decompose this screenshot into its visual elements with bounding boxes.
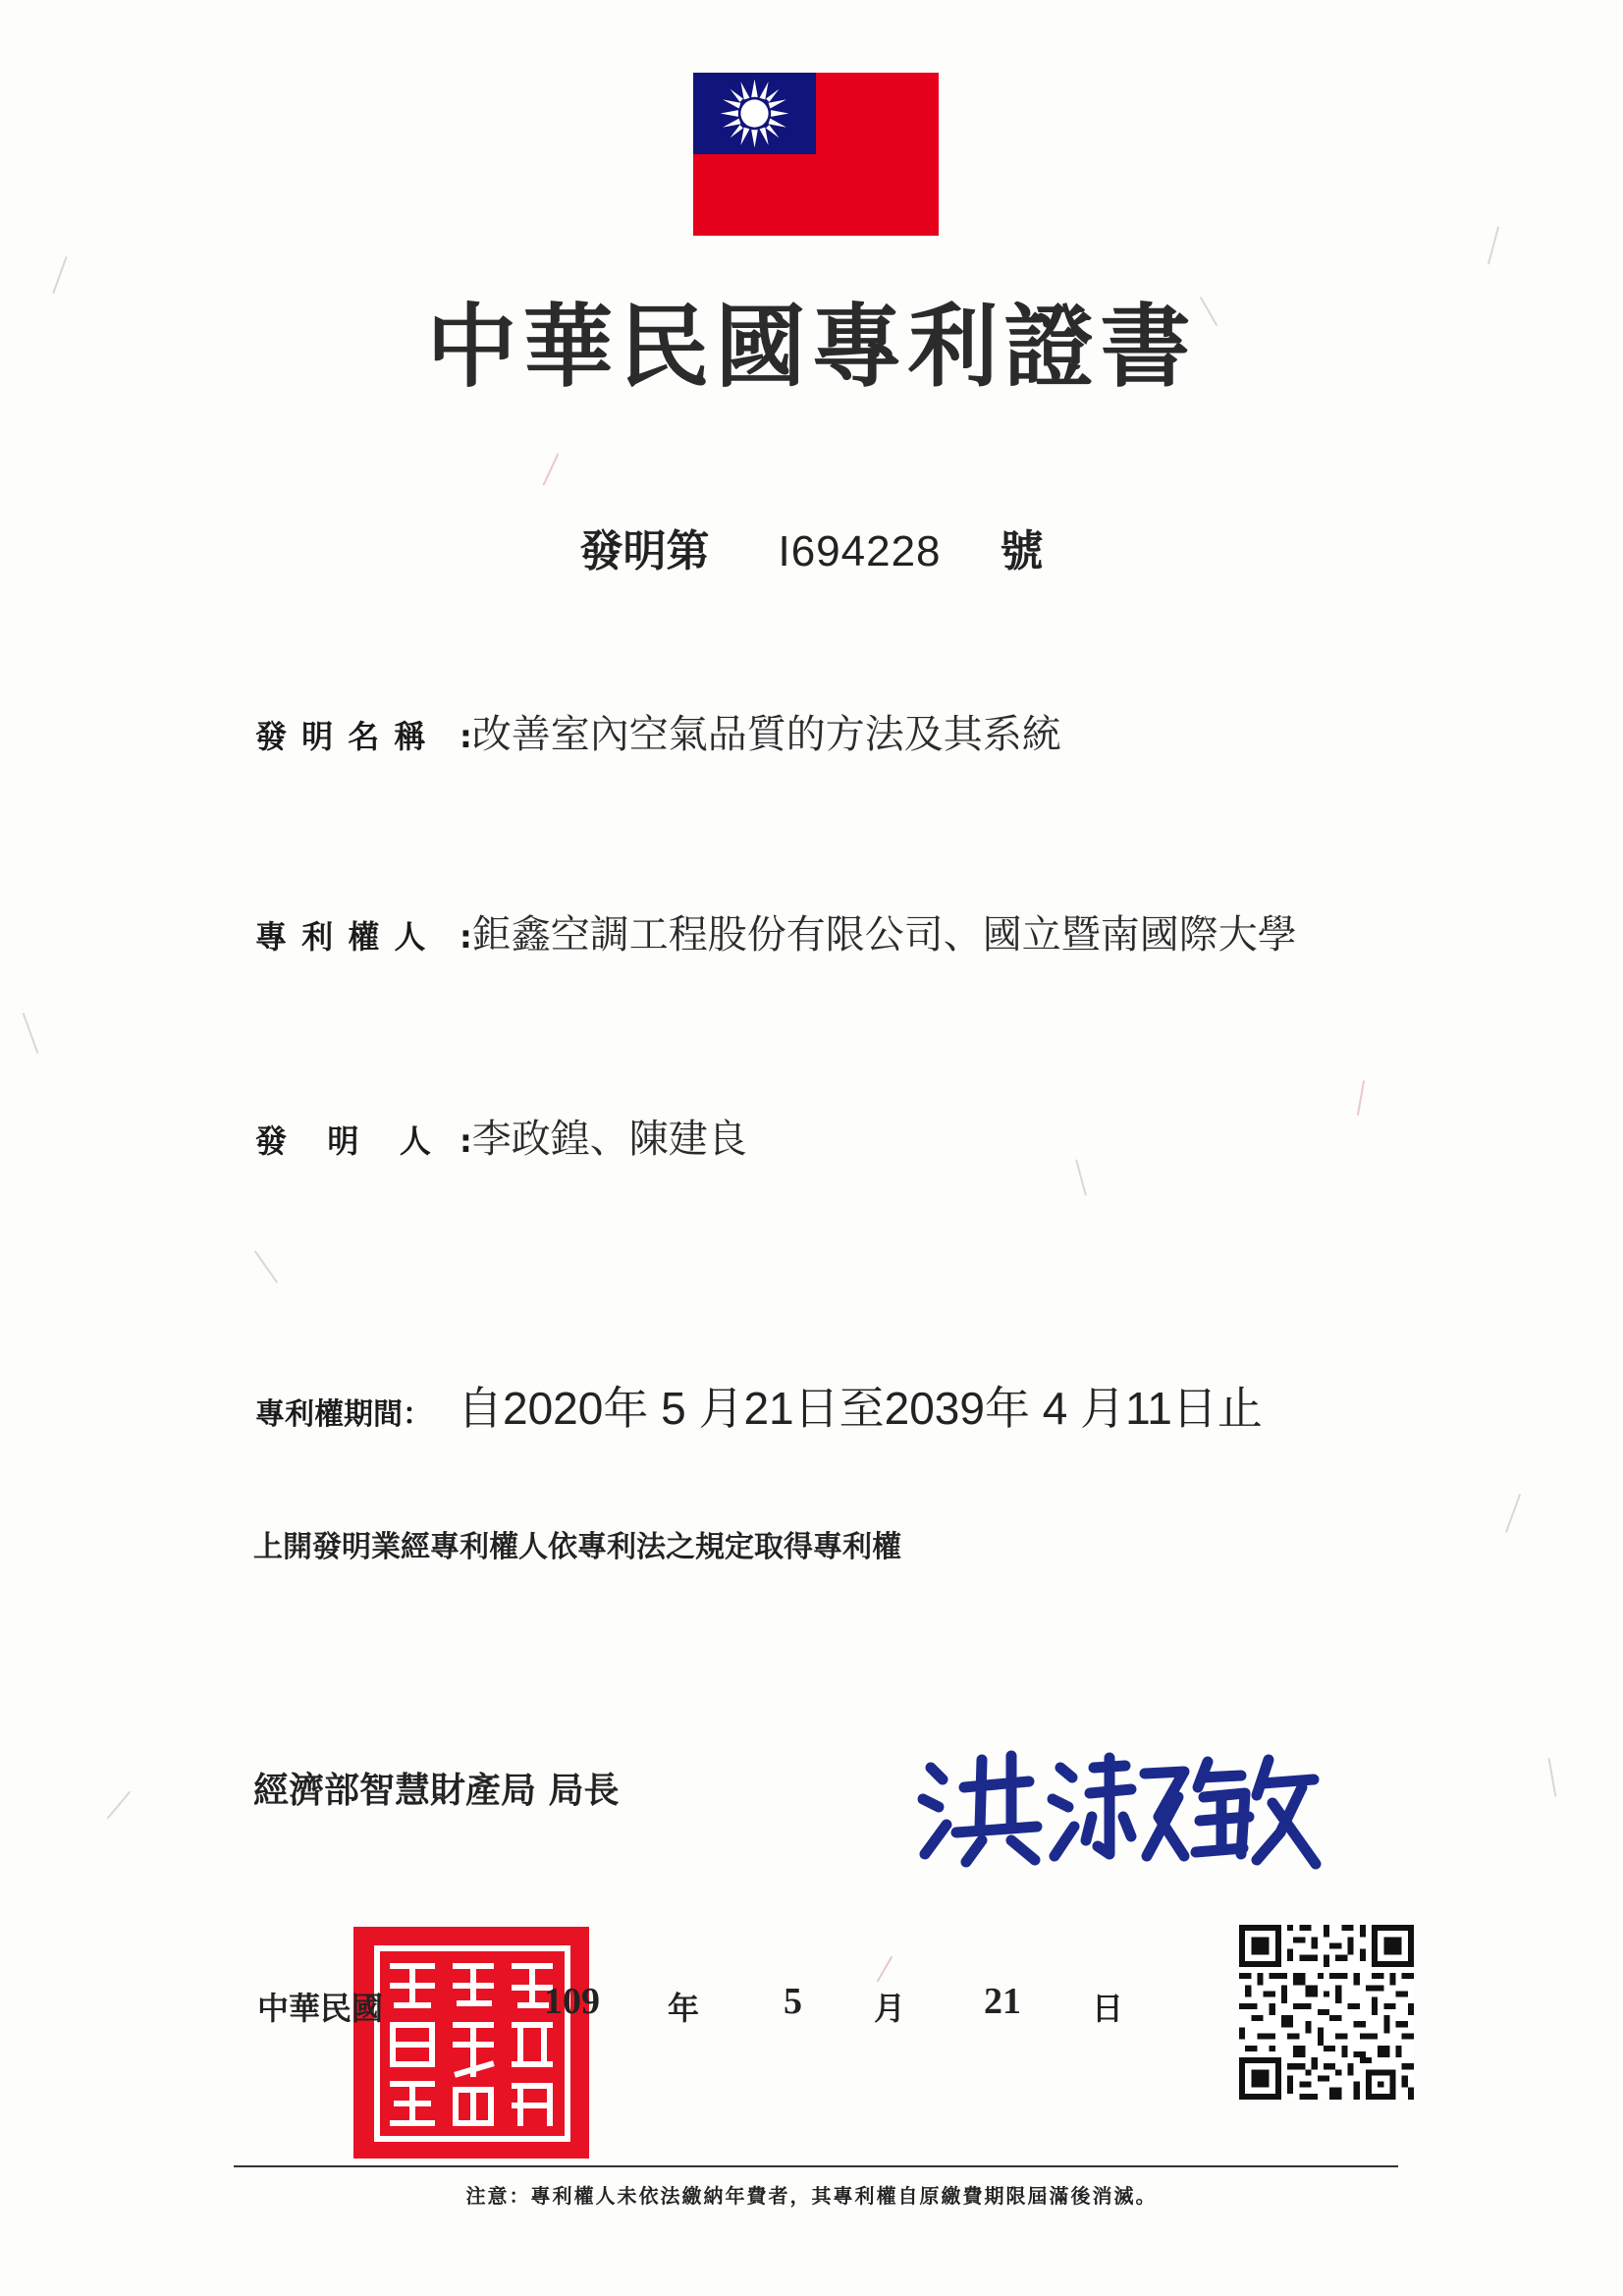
term-label: 專利權期間：: [255, 1397, 432, 1432]
date-year: 109: [544, 1981, 600, 2022]
flag-canton: [693, 73, 816, 154]
field-colon: :: [460, 918, 472, 956]
field-label: 發 明 名 稱: [255, 718, 428, 755]
grant-statement: 上開發明業經專利權人依專利法之規定取得專利權: [253, 1530, 901, 1564]
inventor-field: [255, 1108, 747, 1164]
date-month: 5: [784, 1981, 802, 2022]
invention-title-field: [255, 703, 1061, 759]
field-label: 發 明 人: [255, 1122, 433, 1160]
paper-fiber: [1357, 1080, 1365, 1116]
official-seal: [353, 1927, 589, 2159]
director-signature: [913, 1738, 1325, 1876]
date-day-unit: 日: [1092, 1990, 1124, 2027]
national-flag-icon: [693, 73, 939, 236]
paper-fiber: [254, 1250, 279, 1284]
paper-fiber: [1505, 1494, 1521, 1533]
paper-fiber: [1075, 1159, 1087, 1195]
patent-number-prefix: 發明第: [579, 526, 710, 576]
term-value: 自2020年 5 月21日至2039年 4 月11日止: [458, 1383, 1263, 1434]
field-value: 李政鍠、陳建良: [471, 1117, 747, 1162]
seal-glyphs: [353, 1927, 589, 2159]
field-colon: :: [460, 1122, 472, 1160]
field-colon: :: [460, 718, 472, 755]
patent-term: [255, 1373, 1263, 1438]
field-label: 專 利 權 人: [255, 918, 428, 956]
footer-notice: 注意：專利權人未依法繳納年費者，其專利權自原繳費期限屆滿後消滅。: [465, 2184, 1158, 2208]
qr-code-icon: [1239, 1925, 1414, 2100]
patentee-field: [255, 903, 1297, 959]
date-month-unit: 月: [874, 1990, 906, 2027]
field-value: 鉅鑫空調工程股份有限公司、國立暨南國際大學: [471, 912, 1297, 957]
patent-number-line: [0, 516, 1623, 578]
director-title: 經濟部智慧財產局 局長: [253, 1771, 620, 1811]
date-era: 中華民國: [257, 1990, 384, 2027]
paper-fiber: [1548, 1758, 1557, 1797]
date-year-unit: 年: [668, 1990, 700, 2027]
white-sun-icon: [713, 73, 796, 154]
patent-number-suffix: 號: [1000, 526, 1044, 576]
footer-divider: [234, 2165, 1398, 2167]
patent-number: I694228: [778, 527, 942, 575]
field-value: 改善室內空氣品質的方法及其系統: [471, 712, 1061, 757]
paper-fiber: [877, 1956, 893, 1983]
paper-fiber: [107, 1791, 132, 1820]
certificate-title: 中華民國專利證書: [426, 294, 1197, 400]
paper-fiber: [23, 1012, 39, 1054]
paper-fiber: [542, 453, 559, 485]
date-day: 21: [984, 1981, 1021, 2022]
paper-fiber: [1488, 226, 1499, 264]
